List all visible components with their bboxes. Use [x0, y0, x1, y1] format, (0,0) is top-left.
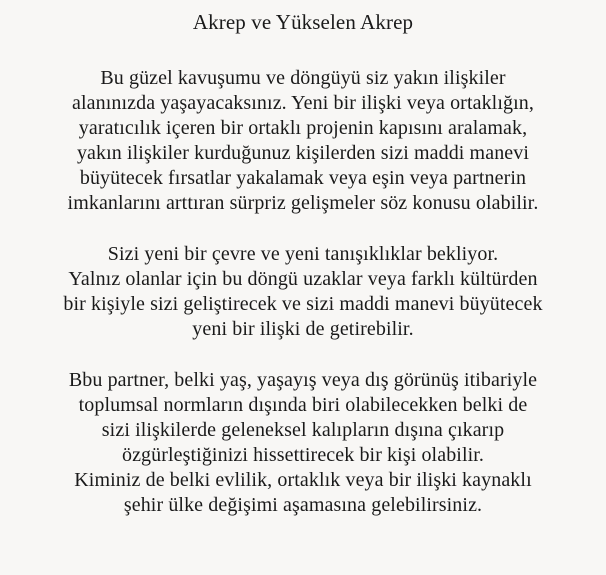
text-line: alanınızda yaşayacaksınız. Yeni bir ilişki veya ortaklığın, [72, 92, 534, 114]
text-line: sizi ilişkilerde geleneksel kalıpların dışına çıkarıp [101, 419, 505, 441]
text-line: toplumsal normların dışında biri olabilecekken belki de [78, 394, 528, 416]
paragraph-2 [0, 242, 606, 342]
text-line: Bbu partner, belki yaş, yaşayış veya dış görünüş itibariyle [68, 369, 538, 391]
text-line: Yalnız olanlar için bu döngü uzaklar veya farklı kültürden [68, 268, 538, 290]
text-line: yakın ilişkiler kurduğunuz kişilerden sizi maddi manevi [76, 142, 530, 164]
text-line: büyütecek fırsatlar yakalamak veya eşin veya partnerin [79, 167, 527, 189]
paragraph-1 [0, 66, 606, 216]
text-line: bir kişiyle sizi geliştirecek ve sizi maddi manevi büyütecek [63, 293, 543, 315]
text-line: yaratıcılık içeren bir ortaklı projenin kapısını aralamak, [78, 117, 528, 139]
text-line: şehir ülke değişimi aşamasına gelebilirsiniz. [123, 494, 483, 516]
document-title: Akrep ve Yükselen Akrep [192, 10, 414, 34]
text-line: imkanlarını arttıran sürpriz gelişmeler söz konusu olabilir. [67, 192, 539, 214]
text-line: özgürleştiğinizi hissettirecek bir kişi olabilir. [121, 444, 485, 466]
text-line: Kiminiz de belki evlilik, ortaklık veya bir ilişki kaynaklı [74, 469, 532, 491]
text-line: Sizi yeni bir çevre ve yeni tanışıklıklar bekliyor. [107, 243, 499, 265]
paragraph-3 [0, 368, 606, 518]
text-line: Bu güzel kavuşumu ve döngüyü siz yakın ilişkiler [100, 67, 506, 89]
text-line: yeni bir ilişki de getirebilir. [192, 318, 414, 340]
